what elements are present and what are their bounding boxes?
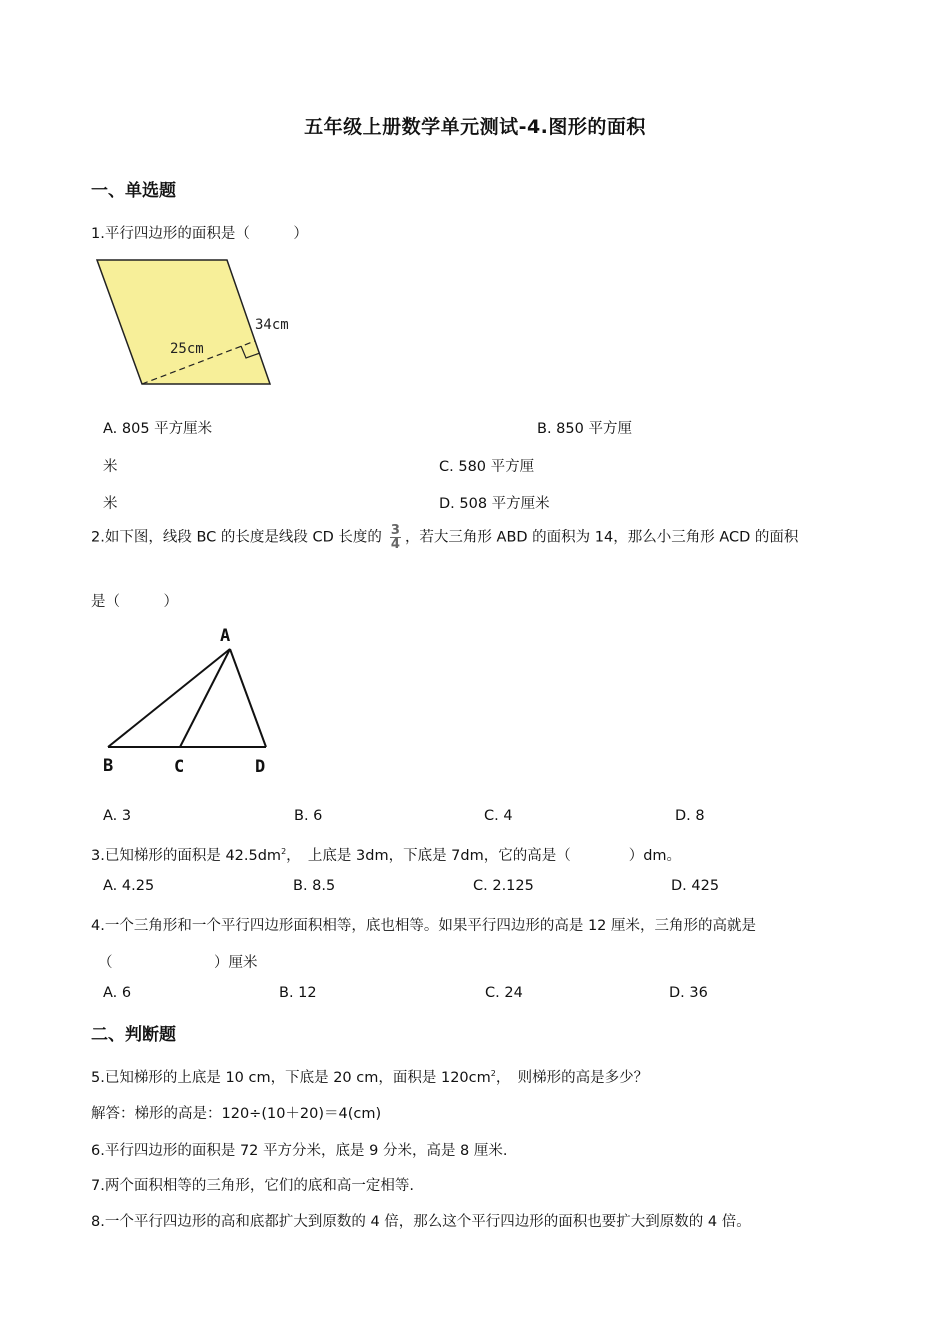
q2-option-a[interactable]: A. 3 (103, 808, 132, 824)
vertex-label-a: A (220, 626, 231, 646)
question-8-stem: 8.一个平行四边形的高和底都扩大到原数的 4 倍，那么这个平行四边形的面积也要扩大到原数的 4 倍。 (91, 1214, 751, 1230)
question-2-stem (91, 524, 798, 551)
q5-superscript: 2 (490, 1069, 496, 1078)
question-3-stem (91, 844, 681, 865)
q5-stem-part-b: ， 则梯形的高是多少？ (495, 1070, 649, 1086)
q1-option-a[interactable]: A. 805 平方厘米 (103, 421, 213, 437)
q1-option-b[interactable]: B. 850 平方厘 (537, 421, 632, 437)
fraction-numerator: 3 (390, 523, 400, 538)
question-4-stem: 4.一个三角形和一个平行四边形面积相等，底也相等。如果平行四边形的高是 12 厘米，三角形的高就是 (91, 918, 756, 934)
q4-option-d[interactable]: D. 36 (669, 985, 708, 1001)
q4-option-b[interactable]: B. 12 (279, 985, 317, 1001)
vertex-label-b: B (103, 756, 114, 776)
q2-option-c[interactable]: C. 4 (484, 808, 513, 824)
parallelogram-shape (97, 260, 270, 384)
question-5-stem (91, 1066, 648, 1087)
q2-stem-part-a: 2.如下图，线段 BC 的长度是线段 CD 长度的 (91, 529, 382, 546)
question-2-stem-continued: 是（ ） (91, 594, 178, 610)
fraction-denominator: 4 (390, 537, 400, 552)
fraction-three-quarters (390, 524, 401, 551)
vertex-label-d: D (255, 757, 266, 777)
q2-option-b[interactable]: B. 6 (294, 808, 323, 824)
triangle-figure (95, 622, 285, 780)
q3-superscript: 2 (281, 847, 287, 856)
q2-stem-part-b: ，若大三角形 ABD 的面积为 14，那么小三角形 ACD 的面积 (404, 529, 799, 546)
q3-option-a[interactable]: A. 4.25 (103, 878, 155, 894)
q3-option-b[interactable]: B. 8.5 (293, 878, 336, 894)
question-6-stem: 6.平行四边形的面积是 72 平方分米，底是 9 分米，高是 8 厘米. (91, 1143, 508, 1159)
q4-option-a[interactable]: A. 6 (103, 985, 132, 1001)
height-label: 34cm (255, 317, 289, 333)
segment-ab (108, 649, 230, 747)
segment-ac (180, 649, 230, 747)
q2-option-d[interactable]: D. 8 (675, 808, 705, 824)
question-7-stem: 7.两个面积相等的三角形，它们的底和高一定相等. (91, 1178, 414, 1194)
page-title: 五年级上册数学单元测试-4.图形的面积 (304, 116, 646, 138)
q1-option-c-wrap: 米 (103, 496, 118, 512)
question-1-stem: 1.平行四边形的面积是（ ） (91, 226, 308, 242)
q3-option-c[interactable]: C. 2.125 (473, 878, 534, 894)
section-heading-true-false: 二、判断题 (91, 1025, 176, 1045)
q3-option-d[interactable]: D. 425 (671, 878, 720, 894)
segment-ad (230, 649, 266, 747)
question-5-answer: 解答：梯形的高是：120÷(10＋20)＝4(cm) (91, 1106, 382, 1122)
q3-stem-part-a: 3.已知梯形的面积是 42.5dm (91, 848, 282, 864)
q1-option-c[interactable]: C. 580 平方厘 (439, 459, 535, 475)
vertex-label-c: C (174, 757, 185, 777)
q5-stem-part-a: 5.已知梯形的上底是 10 cm，下底是 20 cm，面积是 120cm (91, 1070, 491, 1086)
question-4-stem-continued: （ ）厘米 (98, 955, 258, 971)
section-heading-single-choice: 一、单选题 (91, 181, 176, 201)
q1-option-d[interactable]: D. 508 平方厘米 (439, 496, 550, 512)
q3-stem-part-b: ， 上底是 3dm，下底是 7dm，它的高是（ ）dm。 (286, 848, 682, 864)
base-label: 25cm (170, 341, 204, 357)
q4-option-c[interactable]: C. 24 (485, 985, 523, 1001)
q1-option-b-wrap: 米 (103, 459, 118, 475)
parallelogram-figure (92, 255, 312, 391)
